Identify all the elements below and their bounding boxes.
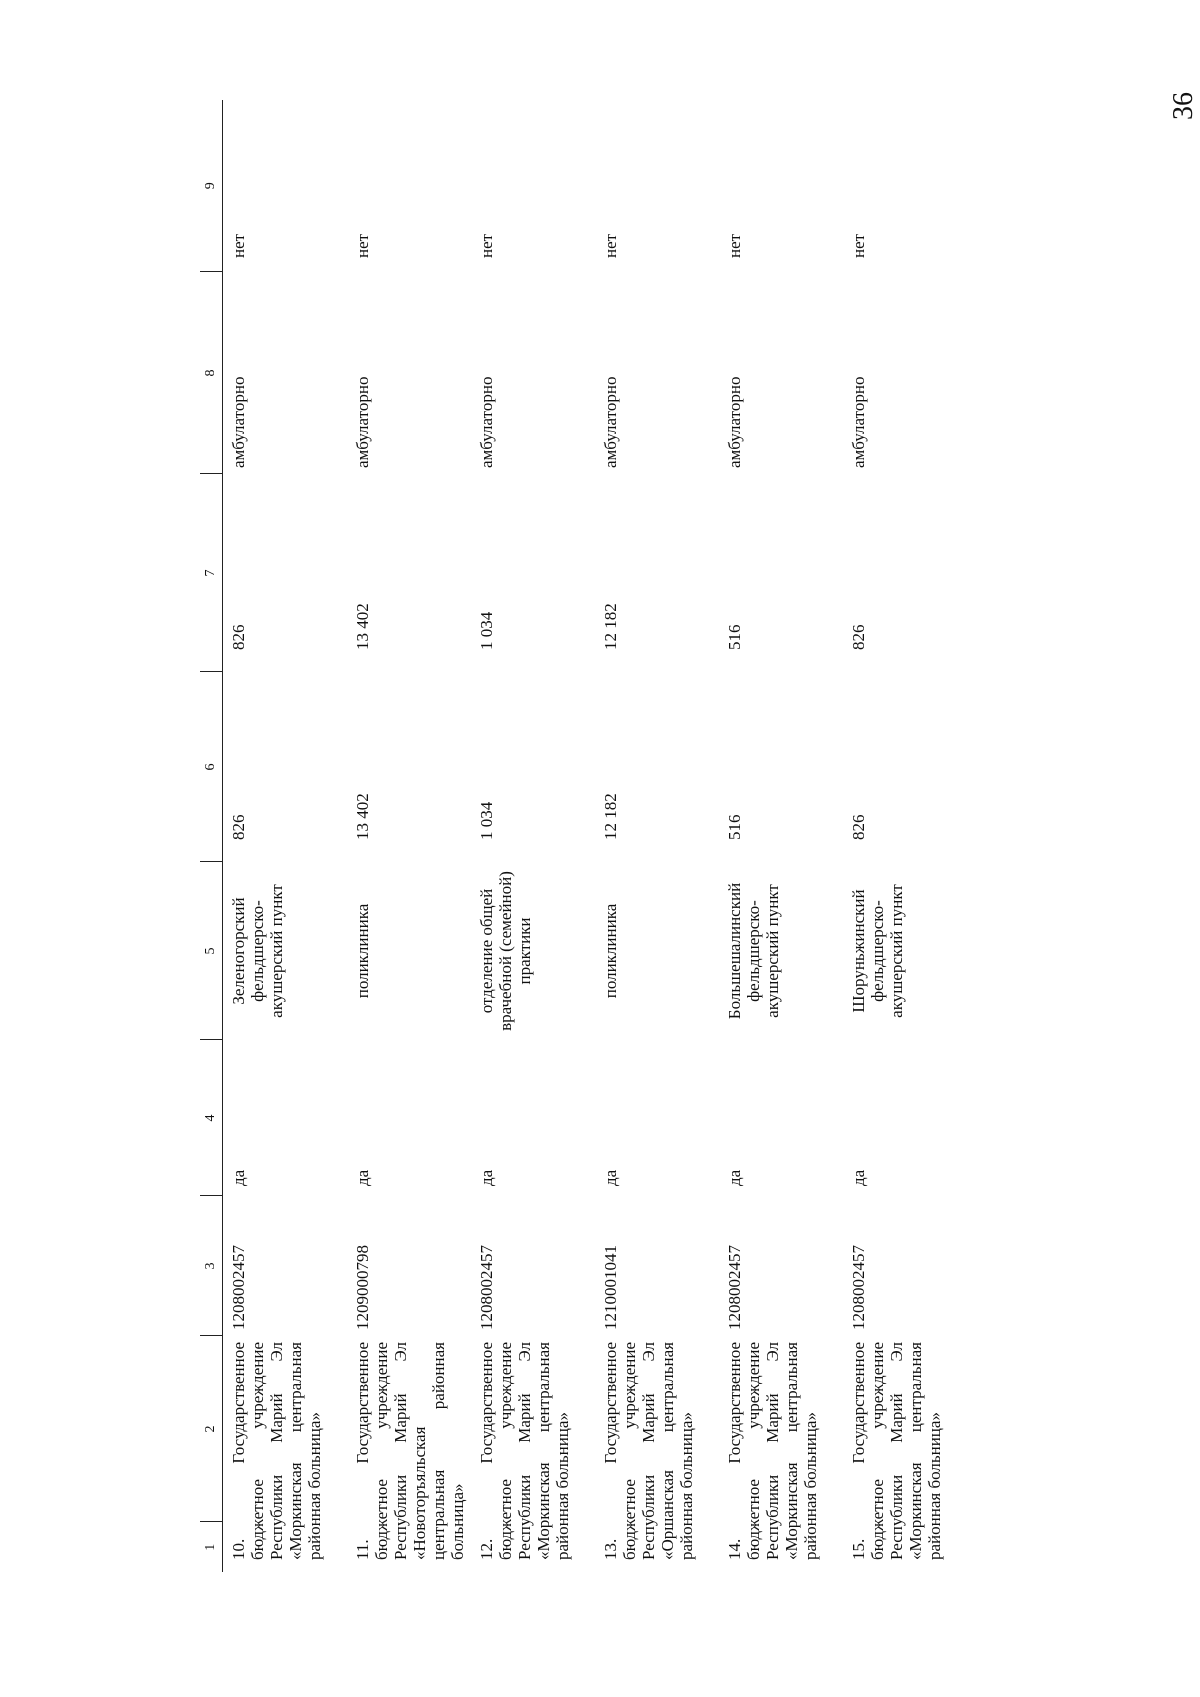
- unit-cell: отделение общей врачебной (семейной) практики: [477, 871, 534, 1031]
- organization-cell: 15. Государственное бюджетное учреждение Республики Марий Эл «Моркинская центральная районная больница»: [849, 1342, 944, 1560]
- table-row: [347, 100, 471, 1572]
- column-header: 4: [200, 1040, 223, 1196]
- value9-cell: нет: [725, 233, 744, 258]
- table-row: [471, 100, 595, 1572]
- value9-cell: нет: [601, 233, 620, 258]
- inn-cell: 1210001041: [601, 1245, 620, 1330]
- inn-cell: 1208002457: [725, 1245, 744, 1330]
- column-header: 3: [200, 1196, 223, 1336]
- facilities-table: [200, 100, 967, 1572]
- table-row: [719, 100, 843, 1572]
- unit-cell: Зеленогорский фельдшерско-акушерский пункт: [229, 884, 286, 1018]
- unit-cell: Большешалинский фельдшерско-акушерский пункт: [725, 882, 782, 1020]
- table-row: [843, 100, 967, 1572]
- condition-cell: амбулаторно: [229, 376, 248, 468]
- inn-cell: 1208002457: [849, 1245, 868, 1330]
- inn-cell: 1208002457: [477, 1245, 496, 1330]
- value7-cell: 826: [229, 624, 248, 650]
- column-header: 7: [200, 474, 223, 672]
- unit-cell: Шоруньжинский фельдшерско-акушерский пункт: [849, 884, 906, 1018]
- value6-cell: 1 034: [477, 801, 496, 840]
- value7-cell: 516: [725, 624, 744, 650]
- value6-cell: 12 182: [601, 793, 620, 840]
- condition-cell: амбулаторно: [601, 376, 620, 468]
- rotated-table-container: [200, 100, 980, 1572]
- column-header: 6: [200, 672, 223, 862]
- flag-cell: да: [353, 1169, 372, 1186]
- flag-cell: да: [229, 1169, 248, 1186]
- condition-cell: амбулаторно: [725, 376, 744, 468]
- inn-cell: 1209000798: [353, 1245, 372, 1330]
- value6-cell: 826: [849, 814, 868, 840]
- value7-cell: 826: [849, 624, 868, 650]
- value7-cell: 12 182: [601, 603, 620, 650]
- flag-cell: да: [477, 1169, 496, 1186]
- value6-cell: 516: [725, 814, 744, 840]
- unit-cell: поликлиника: [353, 903, 372, 999]
- table-row: [223, 100, 348, 1572]
- value9-cell: нет: [849, 233, 868, 258]
- flag-cell: да: [725, 1169, 744, 1186]
- page-number: 36: [1168, 92, 1199, 120]
- unit-cell: поликлиника: [601, 903, 620, 999]
- value6-cell: 13 402: [353, 793, 372, 840]
- organization-cell: 11. Государственное бюджетное учреждение Республики Марий Эл «Новоторъяльская центральная районная больница»: [353, 1342, 467, 1560]
- table-row: [595, 100, 719, 1572]
- value7-cell: 1 034: [477, 611, 496, 650]
- column-header: 5: [200, 862, 223, 1040]
- organization-cell: 10. Государственное бюджетное учреждение Республики Марий Эл «Моркинская центральная районная больница»: [229, 1342, 324, 1560]
- condition-cell: амбулаторно: [849, 376, 868, 468]
- flag-cell: да: [601, 1169, 620, 1186]
- value6-cell: 826: [229, 814, 248, 840]
- organization-cell: 13. Государственное бюджетное учреждение Республики Марий Эл «Оршанская центральная районная больница»: [601, 1342, 696, 1560]
- column-header: 1: [200, 1522, 223, 1572]
- flag-cell: да: [849, 1169, 868, 1186]
- value7-cell: 13 402: [353, 603, 372, 650]
- table-body: [223, 100, 968, 1572]
- condition-cell: амбулаторно: [477, 376, 496, 468]
- column-header: 9: [200, 100, 223, 272]
- column-number-row: [200, 100, 223, 1572]
- value9-cell: нет: [229, 233, 248, 258]
- organization-cell: 14. Государственное бюджетное учреждение Республики Марий Эл «Моркинская центральная районная больница»: [725, 1342, 820, 1560]
- column-header: 2: [200, 1336, 223, 1522]
- inn-cell: 1208002457: [229, 1245, 248, 1330]
- table-header: [200, 100, 223, 1572]
- organization-cell: 12. Государственное бюджетное учреждение Республики Марий Эл «Моркинская центральная районная больница»: [477, 1342, 572, 1560]
- column-header: 8: [200, 272, 223, 474]
- value9-cell: нет: [477, 233, 496, 258]
- value9-cell: нет: [353, 233, 372, 258]
- condition-cell: амбулаторно: [353, 376, 372, 468]
